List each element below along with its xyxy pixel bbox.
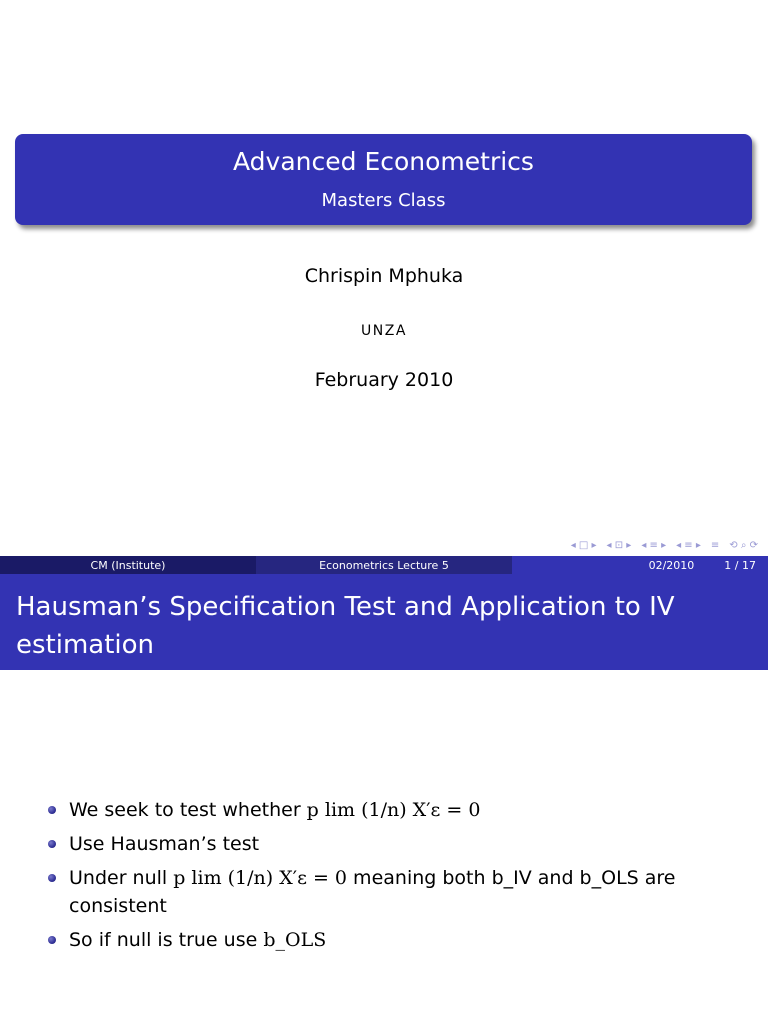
nav-frame-icon[interactable]: ◂ □ ▸ [570, 539, 597, 551]
beamer-navigation-bar [571, 538, 758, 552]
bullet-text: Under null [69, 867, 174, 889]
bullet-text: Use Hausman’s test [69, 833, 260, 855]
footer-author: CM (Institute) [0, 556, 256, 574]
institute: UNZA [361, 323, 407, 339]
bullet-icon [48, 840, 56, 848]
nav-section-icon[interactable]: ◂ ≡ ▸ [641, 539, 667, 551]
list-item [48, 926, 748, 954]
footer-title: Econometrics Lecture 5 [256, 556, 512, 574]
footer-date-page [512, 556, 768, 574]
presentation-date: February 2010 [314, 369, 454, 391]
presentation-subtitle: Masters Class [321, 190, 446, 211]
title-block [15, 134, 752, 225]
bullet-math: p lim (1/n) X′ε = 0 [306, 799, 481, 821]
nav-appendix-icon[interactable]: ≡ [710, 539, 720, 551]
footline [0, 556, 768, 574]
bullet-list [48, 796, 748, 960]
footer-date: 02/2010 [648, 558, 695, 572]
nav-presentation-icon[interactable]: ◂ ≡ ▸ [676, 539, 701, 551]
footer-page-number: 1 / 17 [724, 558, 756, 572]
nav-search-icon[interactable]: ⟲ ⌕ ⟳ [729, 539, 758, 551]
bullet-math: b_OLS [263, 929, 327, 951]
bullet-math: p lim (1/n) X′ε = 0 [173, 867, 348, 889]
bullet-icon [48, 806, 56, 814]
bullet-icon [48, 874, 56, 882]
list-item [48, 796, 748, 824]
bullet-text-suffix: meaning both b_IV and b_OLS are consistent [69, 867, 676, 917]
presentation-title: Advanced Econometrics [233, 147, 534, 176]
list-item [48, 864, 748, 920]
bullet-text: We seek to test whether [69, 799, 307, 821]
bullet-text: So if null is true use [69, 929, 264, 951]
bullet-icon [48, 936, 56, 944]
nav-subsection-icon[interactable]: ◂ ⊡ ▸ [606, 539, 632, 551]
frame-title: Hausman’s Specification Test and Application to IV estimation [0, 574, 768, 670]
list-item [48, 830, 748, 858]
author: Chrispin Mphuka [304, 265, 464, 287]
